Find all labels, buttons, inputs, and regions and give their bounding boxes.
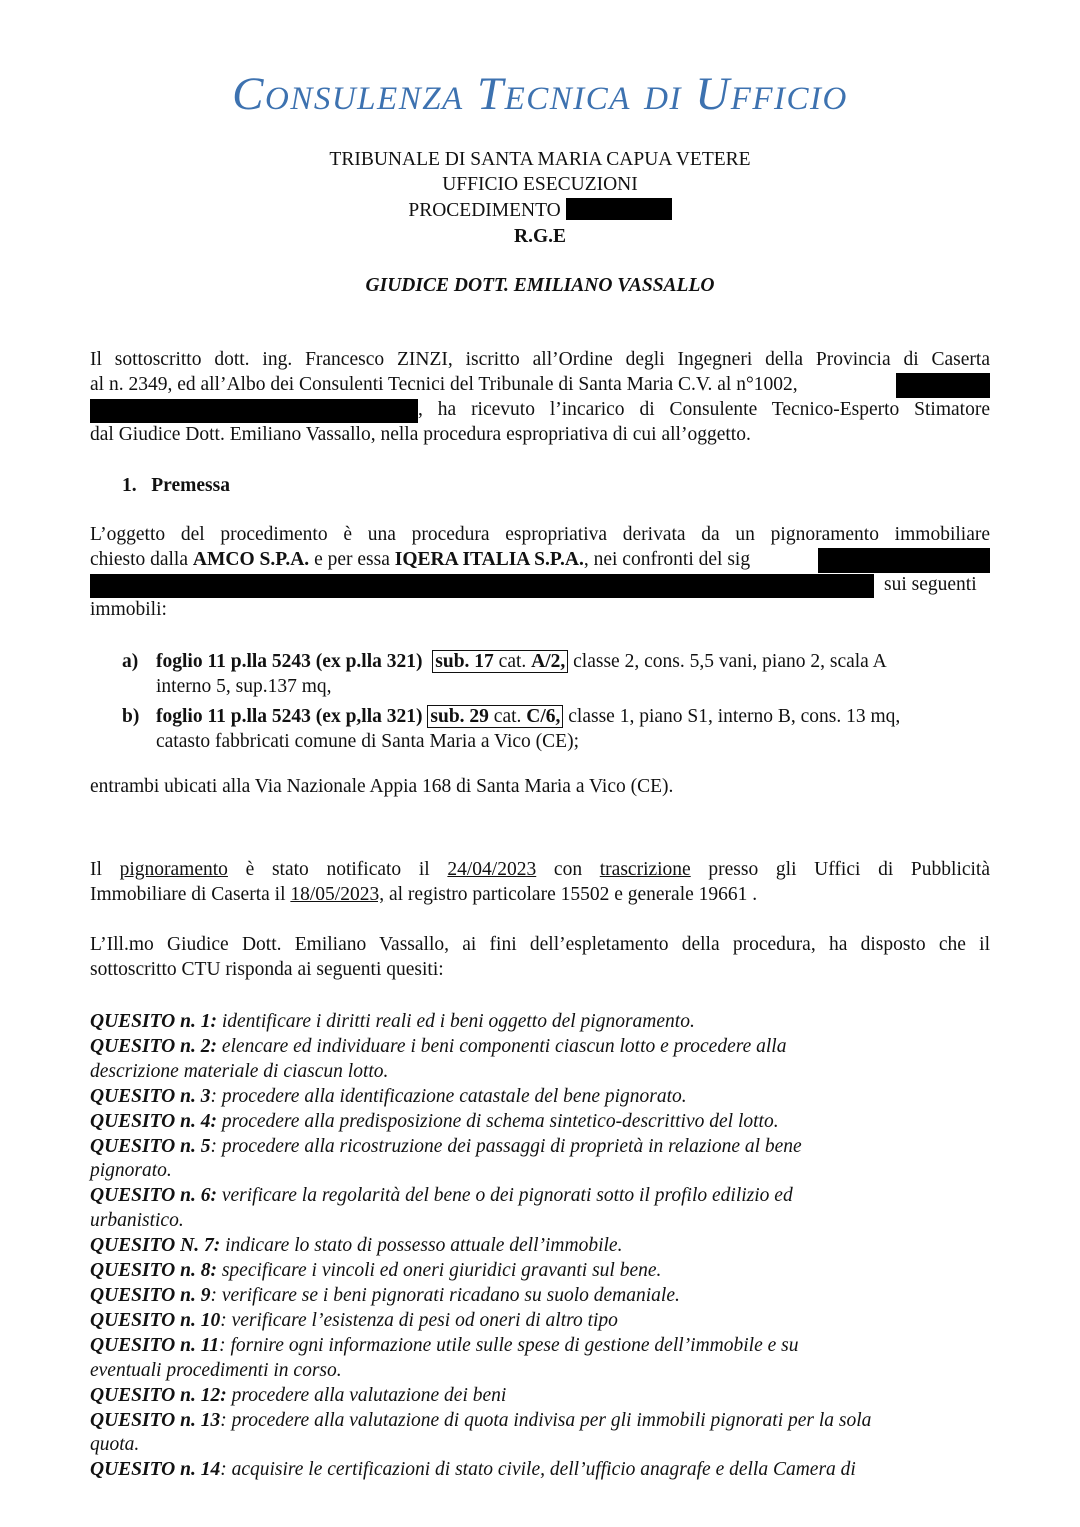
premessa-text: chiesto dalla	[90, 549, 193, 570]
quesito-label: QUESITO n. 9	[90, 1284, 211, 1306]
office-name: UFFICIO ESECUZIONI	[442, 174, 638, 195]
item-line	[156, 705, 990, 730]
procedure-line	[0, 198, 1080, 223]
creditor-name: IQERA ITALIA S.P.A.	[394, 549, 584, 570]
quesito-label: QUESITO n. 3	[90, 1085, 211, 1107]
quesito-text: : procedere alla identificazione catastale del bene pignorato.	[210, 1085, 687, 1107]
pignoramento-line	[90, 883, 757, 908]
quesito-text: : procedere alla ricostruzione dei passaggi di proprietà in relazione al bene	[210, 1135, 802, 1157]
quesito-label: QUESITO n. 1:	[90, 1011, 217, 1032]
item-sub: sub. 17	[435, 651, 494, 672]
quesito-text: : procedere alla valutazione di quota indivisa per gli immobili pignorati per la sola	[220, 1409, 872, 1431]
item-sub-box	[427, 705, 563, 728]
item-line	[156, 650, 990, 675]
item-details: classe 1, piano S1, interno B, cons. 13 mq,	[563, 706, 901, 727]
court-name: TRIBUNALE DI SANTA MARIA CAPUA VETERE	[329, 149, 751, 170]
redaction-block	[818, 548, 990, 573]
quesito-row	[90, 1110, 990, 1135]
quesito-label: QUESITO n. 10	[90, 1309, 221, 1331]
procedure-label: PROCEDIMENTO	[408, 200, 561, 221]
intro-paragraph	[90, 348, 990, 397]
pignoramento-line	[90, 858, 990, 883]
quesito-label: QUESITO n. 6:	[90, 1185, 217, 1207]
premessa-text: e per essa	[309, 549, 395, 570]
pign-text: con	[536, 859, 600, 880]
rge-label: R.G.E	[513, 226, 566, 247]
item-details: classe 2, cons. 5,5 vani, piano 2, scala A	[568, 651, 887, 672]
transcription-term: trascrizione	[599, 859, 691, 880]
quesito-row	[90, 1284, 990, 1309]
quesito-row	[90, 1384, 990, 1409]
creditor-name: AMCO S.P.A.	[192, 549, 310, 570]
item-line: catasto fabbricati comune di Santa Maria a Vico (CE);	[156, 731, 579, 752]
quesito-text: : fornire ogni informazione utile sulle spese di gestione dell’immobile e su	[219, 1334, 799, 1356]
quesito-label: QUESITO n. 11	[90, 1334, 220, 1356]
quesito-text: specificare i vincoli ed oneri giuridici gravanti sul bene.	[216, 1260, 662, 1282]
judge-paragraph-line: L’Ill.mo Giudice Dott. Emiliano Vassallo, ai fini dell’espletamento della procedura, ha disposto che il	[90, 934, 990, 955]
premessa-line: sui seguenti	[884, 574, 977, 595]
redaction-block	[90, 399, 418, 423]
quesito-text: verificare la regolarità del bene o dei pignorati sotto il profilo edilizio ed	[216, 1185, 793, 1207]
item-reference: foglio 11 p.lla 5243 (ex p,lla 321)	[156, 706, 423, 727]
quesito-text: procedere alla predisposizione di schema sintetico-descrittivo del lotto.	[216, 1110, 779, 1132]
quesito-row	[90, 1060, 990, 1085]
premessa-line: immobili:	[90, 599, 167, 620]
intro-line-text: al n. 2349, ed all’Albo dei Consulenti Tecnici del Tribunale di Santa Maria C.V. al n°1002,	[90, 373, 798, 395]
judge-heading: GIUDICE DOTT. EMILIANO VASSALLO	[365, 275, 715, 296]
premessa-text: , nei confronti del sig	[583, 549, 751, 570]
quesito-row	[90, 1309, 990, 1334]
premessa-line	[90, 548, 750, 573]
intro-line: dal Giudice Dott. Emiliano Vassallo, nella procedura espropriativa di cui all’oggetto.	[90, 424, 751, 445]
quesito-label: QUESITO n. 4:	[90, 1110, 217, 1132]
redaction-block	[566, 198, 672, 220]
quesito-row	[90, 1135, 990, 1160]
pign-text: presso gli Uffici di Pubblicità	[690, 859, 991, 880]
quesito-text: urbanistico.	[90, 1210, 184, 1232]
quesito-row	[90, 1433, 990, 1458]
item-cat-prefix: cat.	[488, 706, 527, 727]
quesito-text: descrizione materiale di ciascun lotto.	[90, 1060, 389, 1082]
quesito-label: QUESITO N. 7:	[90, 1235, 221, 1257]
notification-date: 24/04/2023	[447, 859, 537, 880]
intro-line	[90, 373, 990, 398]
quesito-row	[90, 1085, 990, 1110]
quesito-row	[90, 1234, 990, 1259]
redaction-block	[896, 373, 990, 398]
item-marker: a)	[122, 651, 139, 672]
transcription-date: 18/05/2023,	[290, 884, 385, 905]
quesito-text: procedere alla valutazione dei beni	[226, 1384, 507, 1406]
item-sub: sub. 29	[430, 706, 489, 727]
section-heading-premessa: 1. Premessa	[122, 475, 230, 496]
quesito-text: pignorato.	[90, 1160, 172, 1182]
quesito-row	[90, 1159, 990, 1184]
quesito-text: : acquisire le certificazioni di stato civile, dell’ufficio anagrafe e della Camera di	[220, 1459, 856, 1481]
item-category: A/2,	[531, 651, 566, 672]
quesito-label: QUESITO n. 14	[90, 1459, 221, 1481]
quesito-row	[90, 1334, 990, 1359]
quesito-row	[90, 1359, 990, 1384]
location-line: entrambi ubicati alla Via Nazionale Appia 168 di Santa Maria a Vico (CE).	[90, 776, 674, 797]
quesito-label: QUESITO n. 2:	[90, 1035, 217, 1057]
document-title: Consulenza Tecnica di Ufficio	[232, 68, 848, 120]
pign-term: pignoramento	[119, 859, 228, 880]
pign-text: al registro particolare 15502 e generale 19661 .	[384, 884, 758, 905]
quesito-row	[90, 1184, 990, 1209]
item-category: C/6,	[526, 706, 561, 727]
quesito-text: identificare i diritti reali ed i beni oggetto del pignoramento.	[216, 1011, 695, 1032]
quesito-row	[90, 1259, 990, 1284]
quesito-label: QUESITO n. 12:	[90, 1384, 227, 1406]
quesiti-list	[90, 1010, 990, 1483]
quesito-row	[90, 1458, 990, 1483]
quesito-text: elencare ed individuare i beni componenti ciascun lotto e procedere alla	[216, 1035, 787, 1057]
quesito-row	[90, 1209, 990, 1234]
quesito-text: : verificare se i beni pignorati ricadano su suolo demaniale.	[210, 1284, 680, 1306]
quesito-row	[90, 1409, 990, 1434]
quesito-row	[90, 1035, 990, 1060]
pign-text: Immobiliare di Caserta il	[90, 884, 291, 905]
item-line: interno 5, sup.137 mq,	[156, 676, 332, 697]
premessa-line: L’oggetto del procedimento è una procedura espropriativa derivata da un pignoramento immobiliare	[90, 524, 990, 545]
quesito-row	[90, 1010, 990, 1035]
quesito-text: eventuali procedimenti in corso.	[90, 1359, 342, 1381]
pign-text: Il	[90, 859, 120, 880]
quesito-text: quota.	[90, 1434, 140, 1456]
intro-line: Il sottoscritto dott. ing. Francesco ZINZI, iscritto all’Ordine degli Ingegneri della Provincia di Caserta	[90, 349, 990, 370]
intro-line: , ha ricevuto l’incarico di Consulente Tecnico-Esperto Stimatore	[418, 399, 990, 420]
judge-paragraph-line: sottoscritto CTU risponda ai seguenti quesiti:	[90, 959, 444, 980]
item-marker: b)	[122, 706, 140, 727]
item-reference: foglio 11 p.lla 5243 (ex p.lla 321)	[156, 651, 423, 672]
quesito-label: QUESITO n. 5	[90, 1135, 211, 1157]
quesito-label: QUESITO n. 8:	[90, 1260, 217, 1282]
item-sub-box	[432, 650, 568, 673]
quesito-label: QUESITO n. 13	[90, 1409, 221, 1431]
quesito-text: indicare lo stato di possesso attuale dell’immobile.	[220, 1235, 623, 1257]
redaction-block	[90, 574, 874, 598]
pign-text: è stato notificato il	[227, 859, 448, 880]
item-cat-prefix: cat.	[493, 651, 532, 672]
quesito-text: : verificare l’esistenza di pesi od oneri di altro tipo	[220, 1309, 618, 1331]
